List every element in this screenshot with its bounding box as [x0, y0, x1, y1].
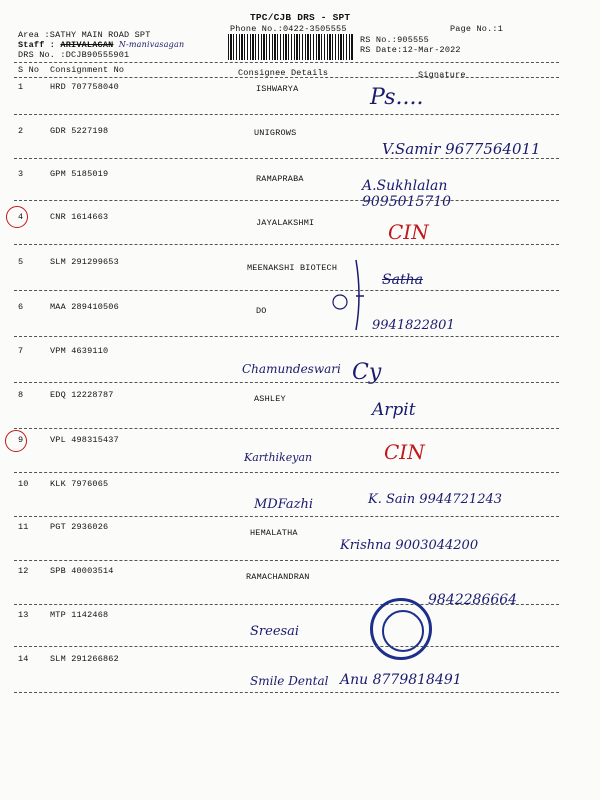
row-signature: V.Samir 9677564011	[382, 140, 541, 158]
phone-number: Phone No.:0422-3505555	[230, 24, 347, 34]
company-stamp	[370, 598, 432, 660]
row-consignment: KLK 7976065	[50, 479, 109, 489]
row-consignee: DO	[256, 306, 267, 316]
row-consignment: VPM 4639110	[50, 346, 109, 356]
col-consignee: Consignee Details	[238, 68, 329, 78]
row-sno: 11	[18, 522, 29, 532]
row-divider	[14, 382, 559, 383]
sheet-title: TPC/CJB DRS - SPT	[250, 12, 351, 23]
row-consignment: EDQ 12228787	[50, 390, 114, 400]
row-handwritten-consignee: Karthikeyan	[244, 451, 313, 464]
row-consignment: SPB 40003514	[50, 566, 114, 576]
row-sno: 10	[18, 479, 29, 489]
row-consignment: VPL 498315437	[50, 435, 119, 445]
area: Area :SATHY MAIN ROAD SPT	[18, 30, 151, 40]
row-handwritten-consignee: Chamundeswari	[242, 362, 341, 376]
row-sno: 13	[18, 610, 29, 620]
row-consignee: UNIGROWS	[254, 128, 297, 138]
row-divider	[14, 516, 559, 517]
row-divider	[14, 336, 559, 337]
red-circle-mark	[5, 430, 27, 452]
row-signature: Satha	[382, 272, 423, 288]
row-signature: 9842286664	[428, 592, 518, 608]
header-rule-bottom	[14, 77, 559, 78]
row-sno: 12	[18, 566, 29, 576]
row-divider	[14, 692, 559, 693]
row-note: CIN	[384, 440, 425, 464]
row-signature: Krishna 9003044200	[340, 538, 479, 553]
drs-number: DRS No. :DCJB90555901	[18, 50, 130, 60]
row-consignment: SLM 291299653	[50, 257, 119, 267]
row-sno: 5	[18, 257, 24, 267]
row-divider	[14, 114, 559, 115]
row-sno: 1	[18, 82, 24, 92]
row-divider	[14, 560, 559, 561]
rs-number: RS No.:905555	[360, 35, 429, 45]
page-number: Page No.:1	[450, 24, 504, 34]
row-consignee: RAMACHANDRAN	[246, 572, 310, 582]
rs-date: RS Date:12-Mar-2022	[360, 45, 461, 55]
row-sno: 3	[18, 169, 24, 179]
col-sno: S No	[18, 65, 40, 75]
row-sno: 8	[18, 390, 24, 400]
row-signature: Anu 8779818491	[340, 672, 462, 688]
row-handwritten-consignee: Sreesai	[250, 624, 300, 639]
row-signature: Ps....	[370, 85, 424, 110]
row-signature: A.Sukhlalan 9095015710	[362, 178, 452, 210]
staff-handwritten-name: N-manivasagan	[118, 40, 185, 49]
col-signature: Signature	[418, 70, 466, 80]
staff-line	[18, 40, 184, 50]
row-signature: Cy	[352, 360, 382, 385]
row-consignee: ASHLEY	[254, 394, 286, 404]
row-consignment: GDR 5227198	[50, 126, 109, 136]
row-consignee: ISHWARYA	[256, 84, 299, 94]
row-signature: Arpit	[372, 400, 416, 420]
row-divider	[14, 290, 559, 291]
row-divider	[14, 158, 559, 159]
row-consignment: SLM 291266862	[50, 654, 119, 664]
row-consignment: CNR 1614663	[50, 212, 109, 222]
row-consignment: GPM 5185019	[50, 169, 109, 179]
row-sno: 6	[18, 302, 24, 312]
row-handwritten-consignee: Smile Dental	[250, 674, 329, 688]
row-divider	[14, 244, 559, 245]
row-note: CIN	[388, 220, 429, 244]
row-consignee: RAMAPRABA	[256, 174, 304, 184]
row-signature: 9941822801	[372, 318, 455, 333]
staff-label: Staff :	[18, 40, 56, 50]
barcode	[228, 34, 353, 60]
row-consignee: MEENAKSHI BIOTECH	[247, 263, 338, 273]
row-signature: K. Sain 9944721243	[368, 492, 503, 507]
row-sno: 7	[18, 346, 24, 356]
staff-struck-name: ARIVALAGAN	[60, 40, 114, 50]
row-consignment: HRD 707758040	[50, 82, 119, 92]
row-divider	[14, 472, 559, 473]
row-consignment: MAA 289410506	[50, 302, 119, 312]
row-sno: 9	[18, 435, 24, 445]
col-consignment: Consignment No	[50, 65, 125, 75]
row-consignment: MTP 1142468	[50, 610, 109, 620]
row-sno: 4	[18, 212, 24, 222]
row-divider	[14, 646, 559, 647]
red-circle-mark	[6, 206, 28, 228]
row-consignment: PGT 2936026	[50, 522, 109, 532]
row-handwritten-consignee: MDFazhi	[254, 497, 314, 512]
row-sno: 14	[18, 654, 29, 664]
bracket-mark	[326, 256, 366, 336]
row-divider	[14, 200, 559, 201]
row-divider	[14, 428, 559, 429]
row-divider	[14, 604, 559, 605]
header-rule-top	[14, 62, 559, 63]
row-consignee: HEMALATHA	[250, 528, 298, 538]
row-sno: 2	[18, 126, 24, 136]
row-consignee: JAYALAKSHMI	[256, 218, 315, 228]
